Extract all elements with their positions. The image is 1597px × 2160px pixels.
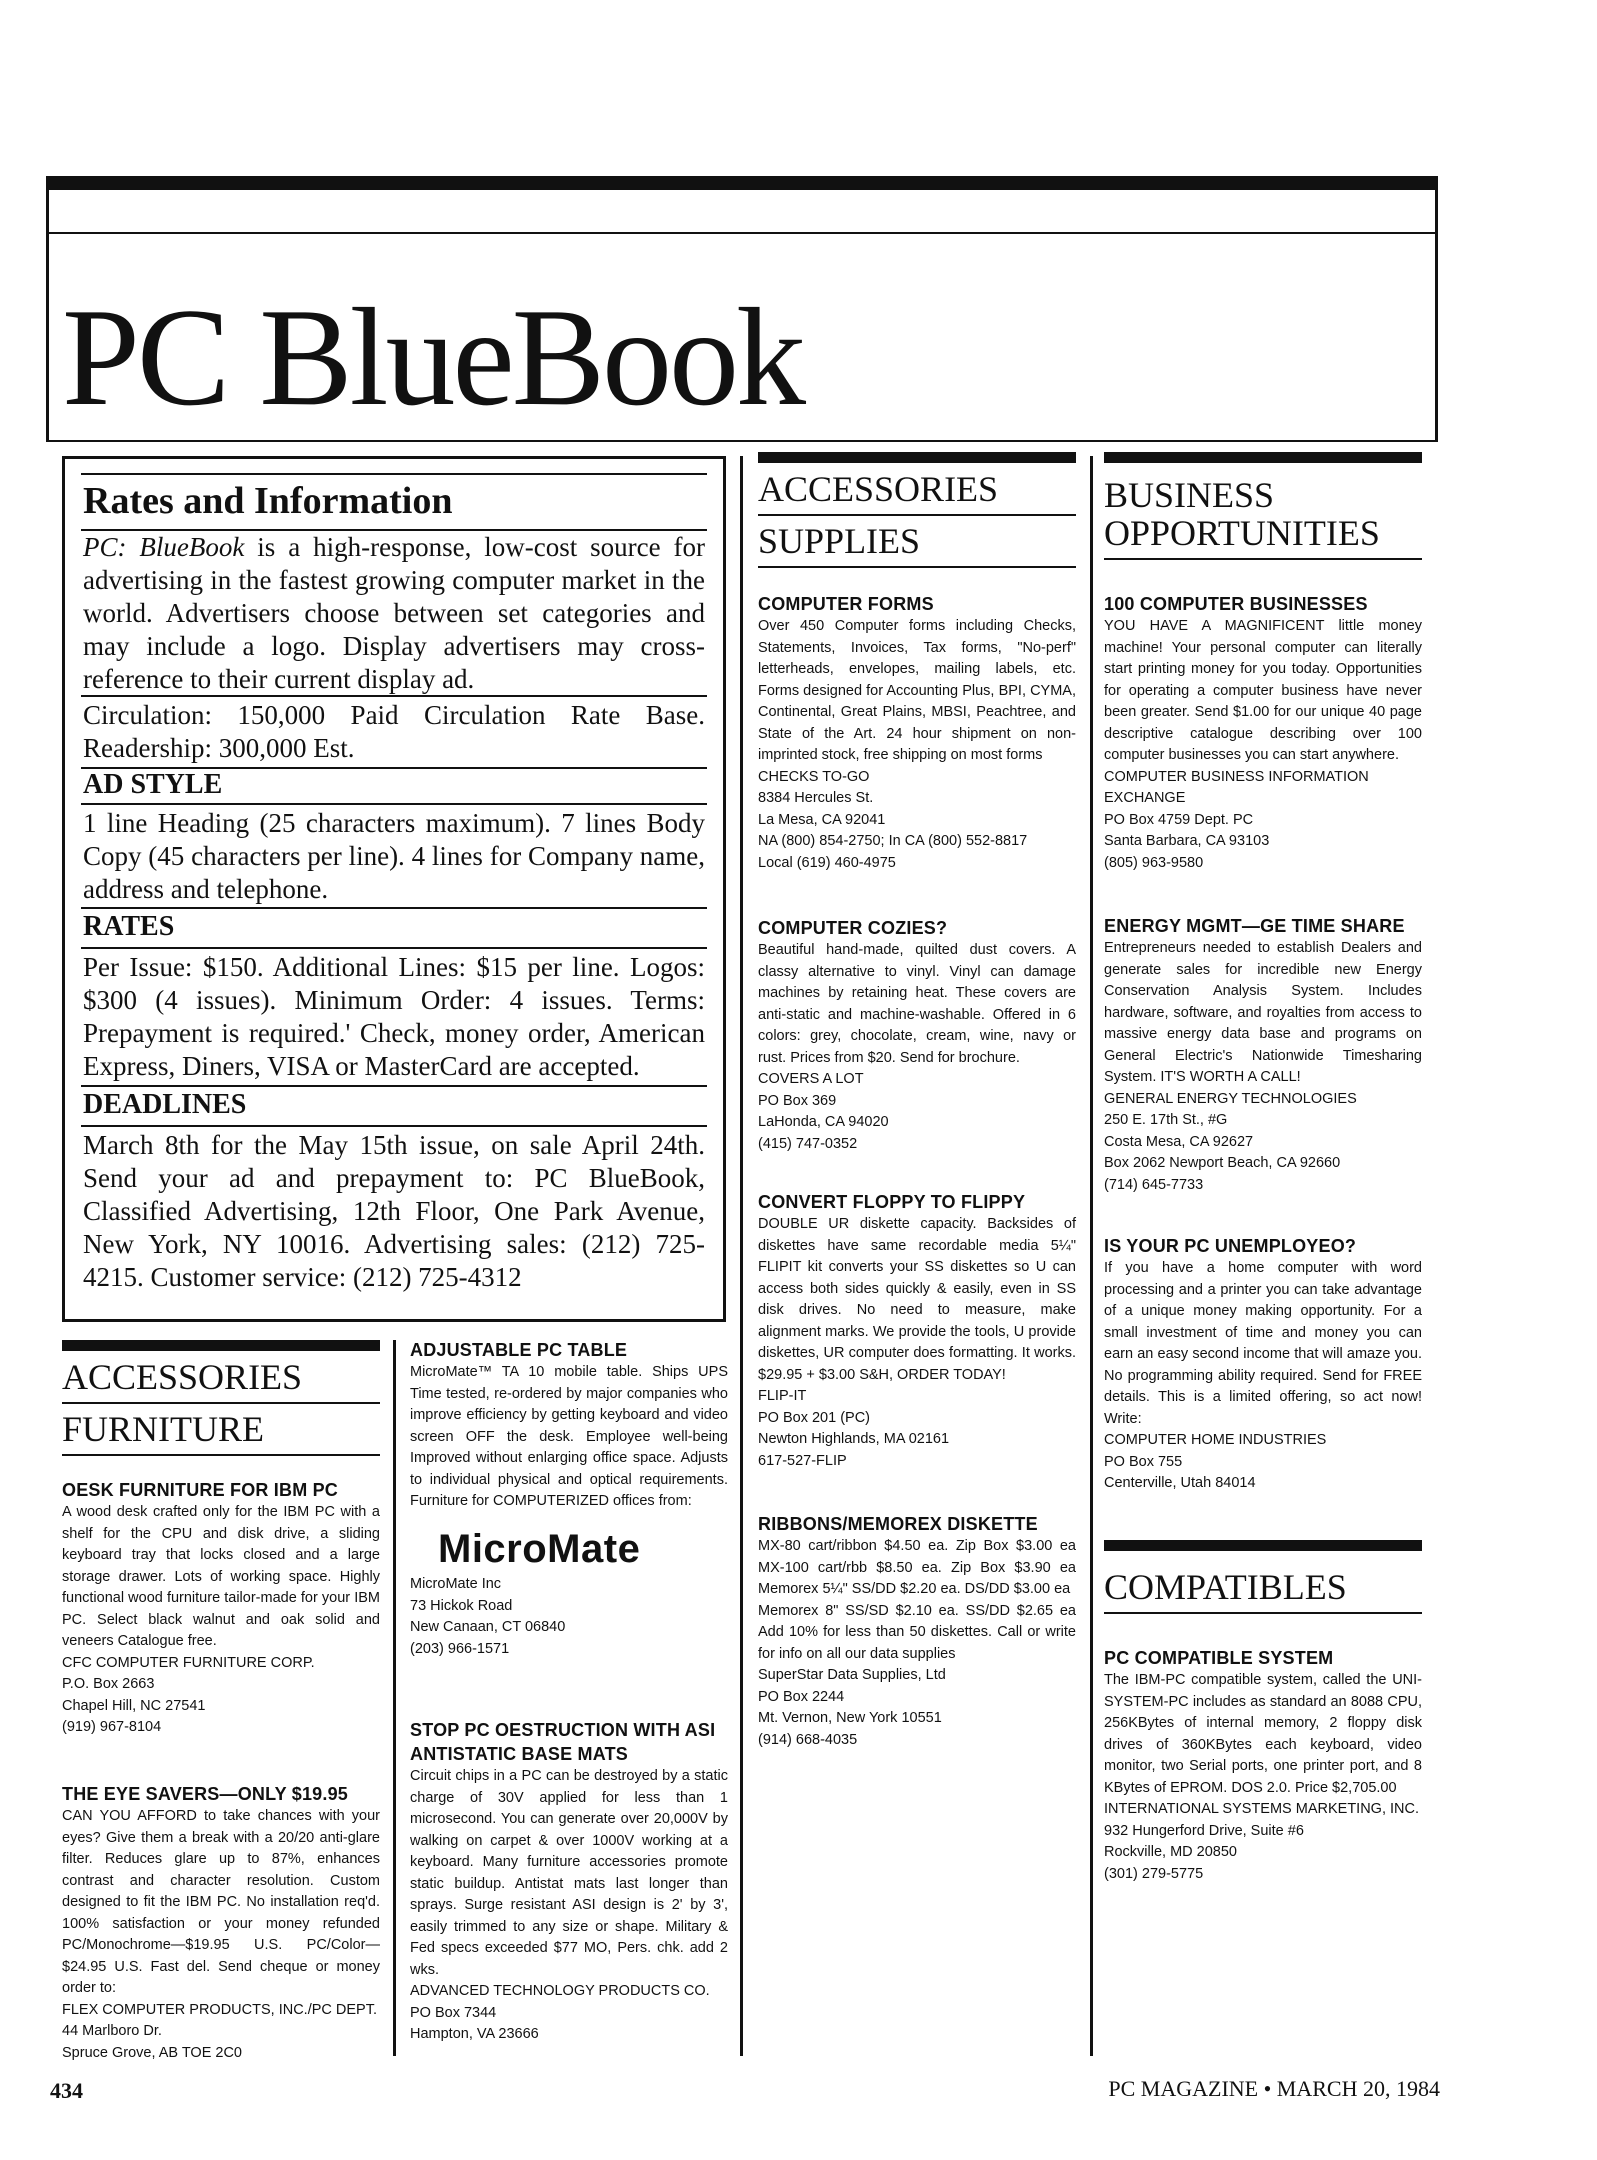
page-number: 434 [50, 2078, 83, 2103]
rates-box [62, 456, 726, 1322]
ad-contact: COMPUTER HOME INDUSTRIES PO Box 755 Centerville, Utah 84014 [1104, 1432, 1327, 1491]
column-divider-1 [740, 456, 743, 2056]
micromate-logo: MicroMate [438, 1526, 641, 1571]
section-accessories-furniture [62, 1352, 380, 1456]
ad-eye-savers [62, 1782, 380, 2064]
section-business-opportunities [1104, 476, 1422, 560]
ad-title: COMPUTER COZIES? [758, 918, 948, 938]
ad-asi-mats [410, 1718, 728, 2046]
ad-title: IS YOUR PC UNEMPLOYEO? [1104, 1236, 1357, 1256]
ad-style-text: 1 line Heading (25 characters maximum). 7 lines Body Copy (45 characters per line). 4 lines for Company name, address and telephone. [83, 808, 705, 904]
deadlines-text: March 8th for the May 15th issue, on sale April 24th. Send your ad and prepayment to: PC BlueBook, Classified Advertising, 12th Floor, One Park Avenue, New York, NY 10016. Advertising sales: (212) 725-4215. Customer service: (212) 725-4312 [83, 1130, 705, 1292]
rates-circulation: Circulation: 150,000 Paid Circulation Rate Base. Readership: 300,000 Est. [83, 700, 705, 763]
publication-line: PC MAGAZINE • MARCH 20, 1984 [1108, 2076, 1440, 2101]
ad-energy-mgmt [1104, 914, 1422, 1196]
ad-contact: ADVANCED TECHNOLOGY PRODUCTS CO. PO Box 7344 Hampton, VA 23666 [410, 1983, 710, 2042]
ad-title: RIBBONS/MEMOREX DISKETTE [758, 1514, 1038, 1534]
frame-right-border [1435, 176, 1438, 442]
rates-intro-text: is a high-response, low-cost source for advertising in the fastest growing computer market in the world. Advertisers choose between set categories and may include a logo. Display advertisers may cross-reference to their current display ad. [83, 532, 705, 694]
furniture-heading-line-2: FURNITURE [62, 1404, 380, 1456]
ad-computer-forms [758, 592, 1076, 874]
ad-contact: SuperStar Data Supplies, Ltd PO Box 2244 Mt. Vernon, New York 10551 (914) 668-4035 [758, 1667, 946, 1748]
compatibles-heading: COMPATIBLES [1104, 1562, 1422, 1614]
rates-title: Rates and Information [83, 480, 453, 522]
ad-title: COMPUTER FORMS [758, 594, 934, 614]
ad-body: MX-80 cart/ribbon $4.50 ea. Zip Box $3.00 ea MX-100 cart/rbb $8.50 ea. Zip Box $3.90 ea Memorex 5¼" SS/DD $2.20 ea. DS/DD $3.00 ea Memorex 8" SS/SD $2.10 ea. SS/DD $2.65 ea Add 10% for less than 50 diskettes. Call or write for info on all our data supplies [758, 1538, 1076, 1662]
ad-body: YOU HAVE A MAGNIFICENT little money machine! Your personal computer can literally start printing money for you today. Opportunities for operating a computer business have never been greater. Send $1.00 for our unique 40 page descriptive catalogue describing over 100 computer businesses you can start anywhere. [1104, 618, 1422, 763]
business-heading-line-1: BUSINESS [1104, 475, 1275, 515]
ad-contact: FLEX COMPUTER PRODUCTS, INC./PC DEPT. 44 Marlboro Dr. Spruce Grove, AB TOE 2C0 [62, 2001, 378, 2061]
ad-body: CAN YOU AFFORD to take chances with your eyes? Give them a break with a 20/20 anti-glare filter. Reduces glare up to 87%, enhances contrast and character resolution. Custom designed to fit the IBM PC. No installation req'd. 100% satisfaction or your money refunded PC/Monochrome—$19.95 U.S. PC/Color—$24.95 U.S. Fast del. Send cheque or money order to: [62, 1808, 380, 1996]
ad-ribbons-diskette [758, 1512, 1076, 1751]
frame-inner-rule [46, 232, 1438, 234]
ad-contact: FLIP-IT PO Box 201 (PC) Newton Highlands, MA 02161 617-527-FLIP [758, 1388, 950, 1469]
business-header-bar [1104, 452, 1422, 463]
ad-convert-floppy [758, 1190, 1076, 1472]
ad-title: ADJUSTABLE PC TABLE [410, 1340, 628, 1360]
ad-title: 100 COMPUTER BUSINESSES [1104, 594, 1368, 614]
furniture-heading-line-1: ACCESSORIES [62, 1352, 380, 1404]
ad-pc-compatible-system [1104, 1646, 1422, 1885]
ad-title: STOP PC OESTRUCTION WITH ASI ANTISTATIC BASE MATS [410, 1720, 716, 1764]
supplies-heading-line-1: ACCESSORIES [758, 464, 1076, 516]
ad-body: Over 450 Computer forms including Checks, Statements, Invoices, Tax forms, "No-perf" letterheads, envelopes, mailing labels, etc. Forms designed for Accounting Plus, BPI, CYMA, Continental, Great Plains, MBSI, Peachtree, and State of the Art. 24 hour shipment on non-imprinted stock, free shipping on most forms [758, 618, 1076, 763]
ad-body: A wood desk crafted only for the IBM PC with a shelf for the CPU and disk drive, a sliding keyboard tray that locks closed and a large storage drawer. Lots of working space. Highly functional wood furniture tailor-made for your IBM PC. Select black walnut and oak solid and veneers Catalogue free. [62, 1504, 380, 1649]
section-compatibles [1104, 1562, 1422, 1614]
furniture-header-bar [62, 1340, 380, 1351]
ad-body: MicroMate™ TA 10 mobile table. Ships UPS Time tested, re-ordered by major companies who improve efficiency by getting keyboard and video screen OFF the desk. Employee well-being Improved without enlarging office space. Adjusts to individual physical and optical requirements. Furniture for COMPUTERIZED offices from: [410, 1364, 728, 1509]
supplies-header-bar [758, 452, 1076, 463]
supplies-heading-line-2: SUPPLIES [758, 516, 1076, 568]
ad-body: Entrepreneurs needed to establish Dealers and generate sales for incredible new Energy Conservation Analysis System. Includes hardware, software, and royalties from access to massive energy data base and programs on General Electric's Nationwide Timesharing System. IT'S WORTH A CALL! [1104, 940, 1422, 1085]
ad-contact: CHECKS TO-GO 8384 Hercules St. La Mesa, CA 92041 NA (800) 854-2750; In CA (800) 552-8817 Local (619) 460-4975 [758, 768, 1028, 871]
ad-contact: GENERAL ENERGY TECHNOLOGIES 250 E. 17th St., #G Costa Mesa, CA 92627 Box 2062 Newport Beach, CA 92660 (714) 645-7733 [1104, 1090, 1357, 1193]
ad-title: CONVERT FLOPPY TO FLIPPY [758, 1192, 1026, 1212]
business-heading-line-2: OPPORTUNITIES [1104, 514, 1422, 560]
ad-contact: CFC COMPUTER FURNITURE CORP. P.O. Box 2663 Chapel Hill, NC 27541 (919) 967-8104 [62, 1654, 315, 1735]
masthead-bottom-rule [46, 440, 1438, 442]
ad-desk-furniture [62, 1478, 380, 1739]
rates-text: Per Issue: $150. Additional Lines: $15 per line. Logos: $300 (4 issues). Minimum Order: 4 issues. Terms: Prepayment is required.' Check, money order, American Express, Diners, VISA or MasterCard are accepted. [83, 952, 705, 1081]
ad-body: Beautiful hand-made, quilted dust covers. A classy alternative to vinyl. Vinyl can damage machines by retaining heat. These covers are anti-static and machine-washable. Offered in 6 colors: grey, chocolate, cream, wine, navy or rust. Prices from $20. Send for brochure. [758, 942, 1076, 1066]
ad-contact: INTERNATIONAL SYSTEMS MARKETING, INC. 932 Hungerford Drive, Suite #6 Rockville, MD 20850 (301) 279-5775 [1104, 1801, 1420, 1882]
ad-body: The IBM-PC compatible system, called the UNI-SYSTEM-PC includes as standard an 8088 CPU, 256KBytes of internal memory, 2 floppy disk drives of 360KBytes each keyboard, video monitor, two Serial ports, one printer port, and 8 KBytes of EPROM. DOS 2.0. Price $2,705.00 [1104, 1672, 1422, 1796]
ad-title: OESK FURNITURE FOR IBM PC [62, 1480, 339, 1500]
rates-intro-italic: PC: BlueBook [83, 532, 245, 562]
ad-computer-cozies [758, 916, 1076, 1155]
ad-body: Circuit chips in a PC can be destroyed by a static charge of 30V applied for less than 1 microsecond. You can generate over 20,000V by walking on carpet & over 1000V working at a keyboard. Many furniture accessories promote static buildup. Antistat mats last longer than sprays. Surge resistant ASI design is 2' by 3', easily trimmed to any size or shape. Military & Fed specs exceeded $77 MO, Pers. chk. add 2 wks. [410, 1768, 728, 1978]
column-divider-2 [1090, 456, 1093, 2056]
column-divider-3 [393, 1340, 396, 2056]
top-frame-rule [46, 176, 1438, 190]
compatibles-header-bar [1104, 1540, 1422, 1551]
ad-body: If you have a home computer with word processing and a printer you can take advantage of a unique money making opportunity. For a small investment of time and money you can earn an easy second income that will amaze you. No programming ability required. Send for FREE details. This is a limited offering, so act now! Write: [1104, 1260, 1422, 1427]
ad-title: THE EYE SAVERS—ONLY $19.95 [62, 1784, 348, 1804]
ad-title: ENERGY MGMT—GE TIME SHARE [1104, 916, 1405, 936]
rates-intro [83, 531, 705, 696]
masthead-title: PC BlueBook [62, 280, 804, 435]
deadlines-heading: DEADLINES [83, 1089, 247, 1120]
rates-heading: RATES [83, 911, 175, 942]
ad-contact: COMPUTER BUSINESS INFORMATION EXCHANGE PO Box 4759 Dept. PC Santa Barbara, CA 93103 (805) 963-9580 [1104, 768, 1369, 871]
ad-title: PC COMPATIBLE SYSTEM [1104, 1648, 1334, 1668]
ad-adjustable-table [410, 1338, 728, 1660]
ad-contact: MicroMate Inc 73 Hickok Road New Canaan, CT 06840 (203) 966-1571 [410, 1576, 566, 1657]
ad-computer-businesses [1104, 592, 1422, 874]
ad-style-heading: AD STYLE [83, 769, 223, 800]
section-accessories-supplies [758, 464, 1076, 568]
ad-pc-unemployed [1104, 1234, 1422, 1495]
ad-body: DOUBLE UR diskette capacity. Backsides of diskettes have same recordable media 5¼" FLIPIT kit converts your SS diskettes so U can access both sides quickly & easily, even in SS disk drives. No need to measure, make alignment marks. We provide the tools, U provide diskettes, UR computer does formatting. It works. $29.95 + $3.00 S&H, ORDER TODAY! [758, 1216, 1076, 1383]
frame-left-border [46, 176, 49, 442]
ad-contact: COVERS A LOT PO Box 369 LaHonda, CA 94020 (415) 747-0352 [758, 1071, 889, 1152]
